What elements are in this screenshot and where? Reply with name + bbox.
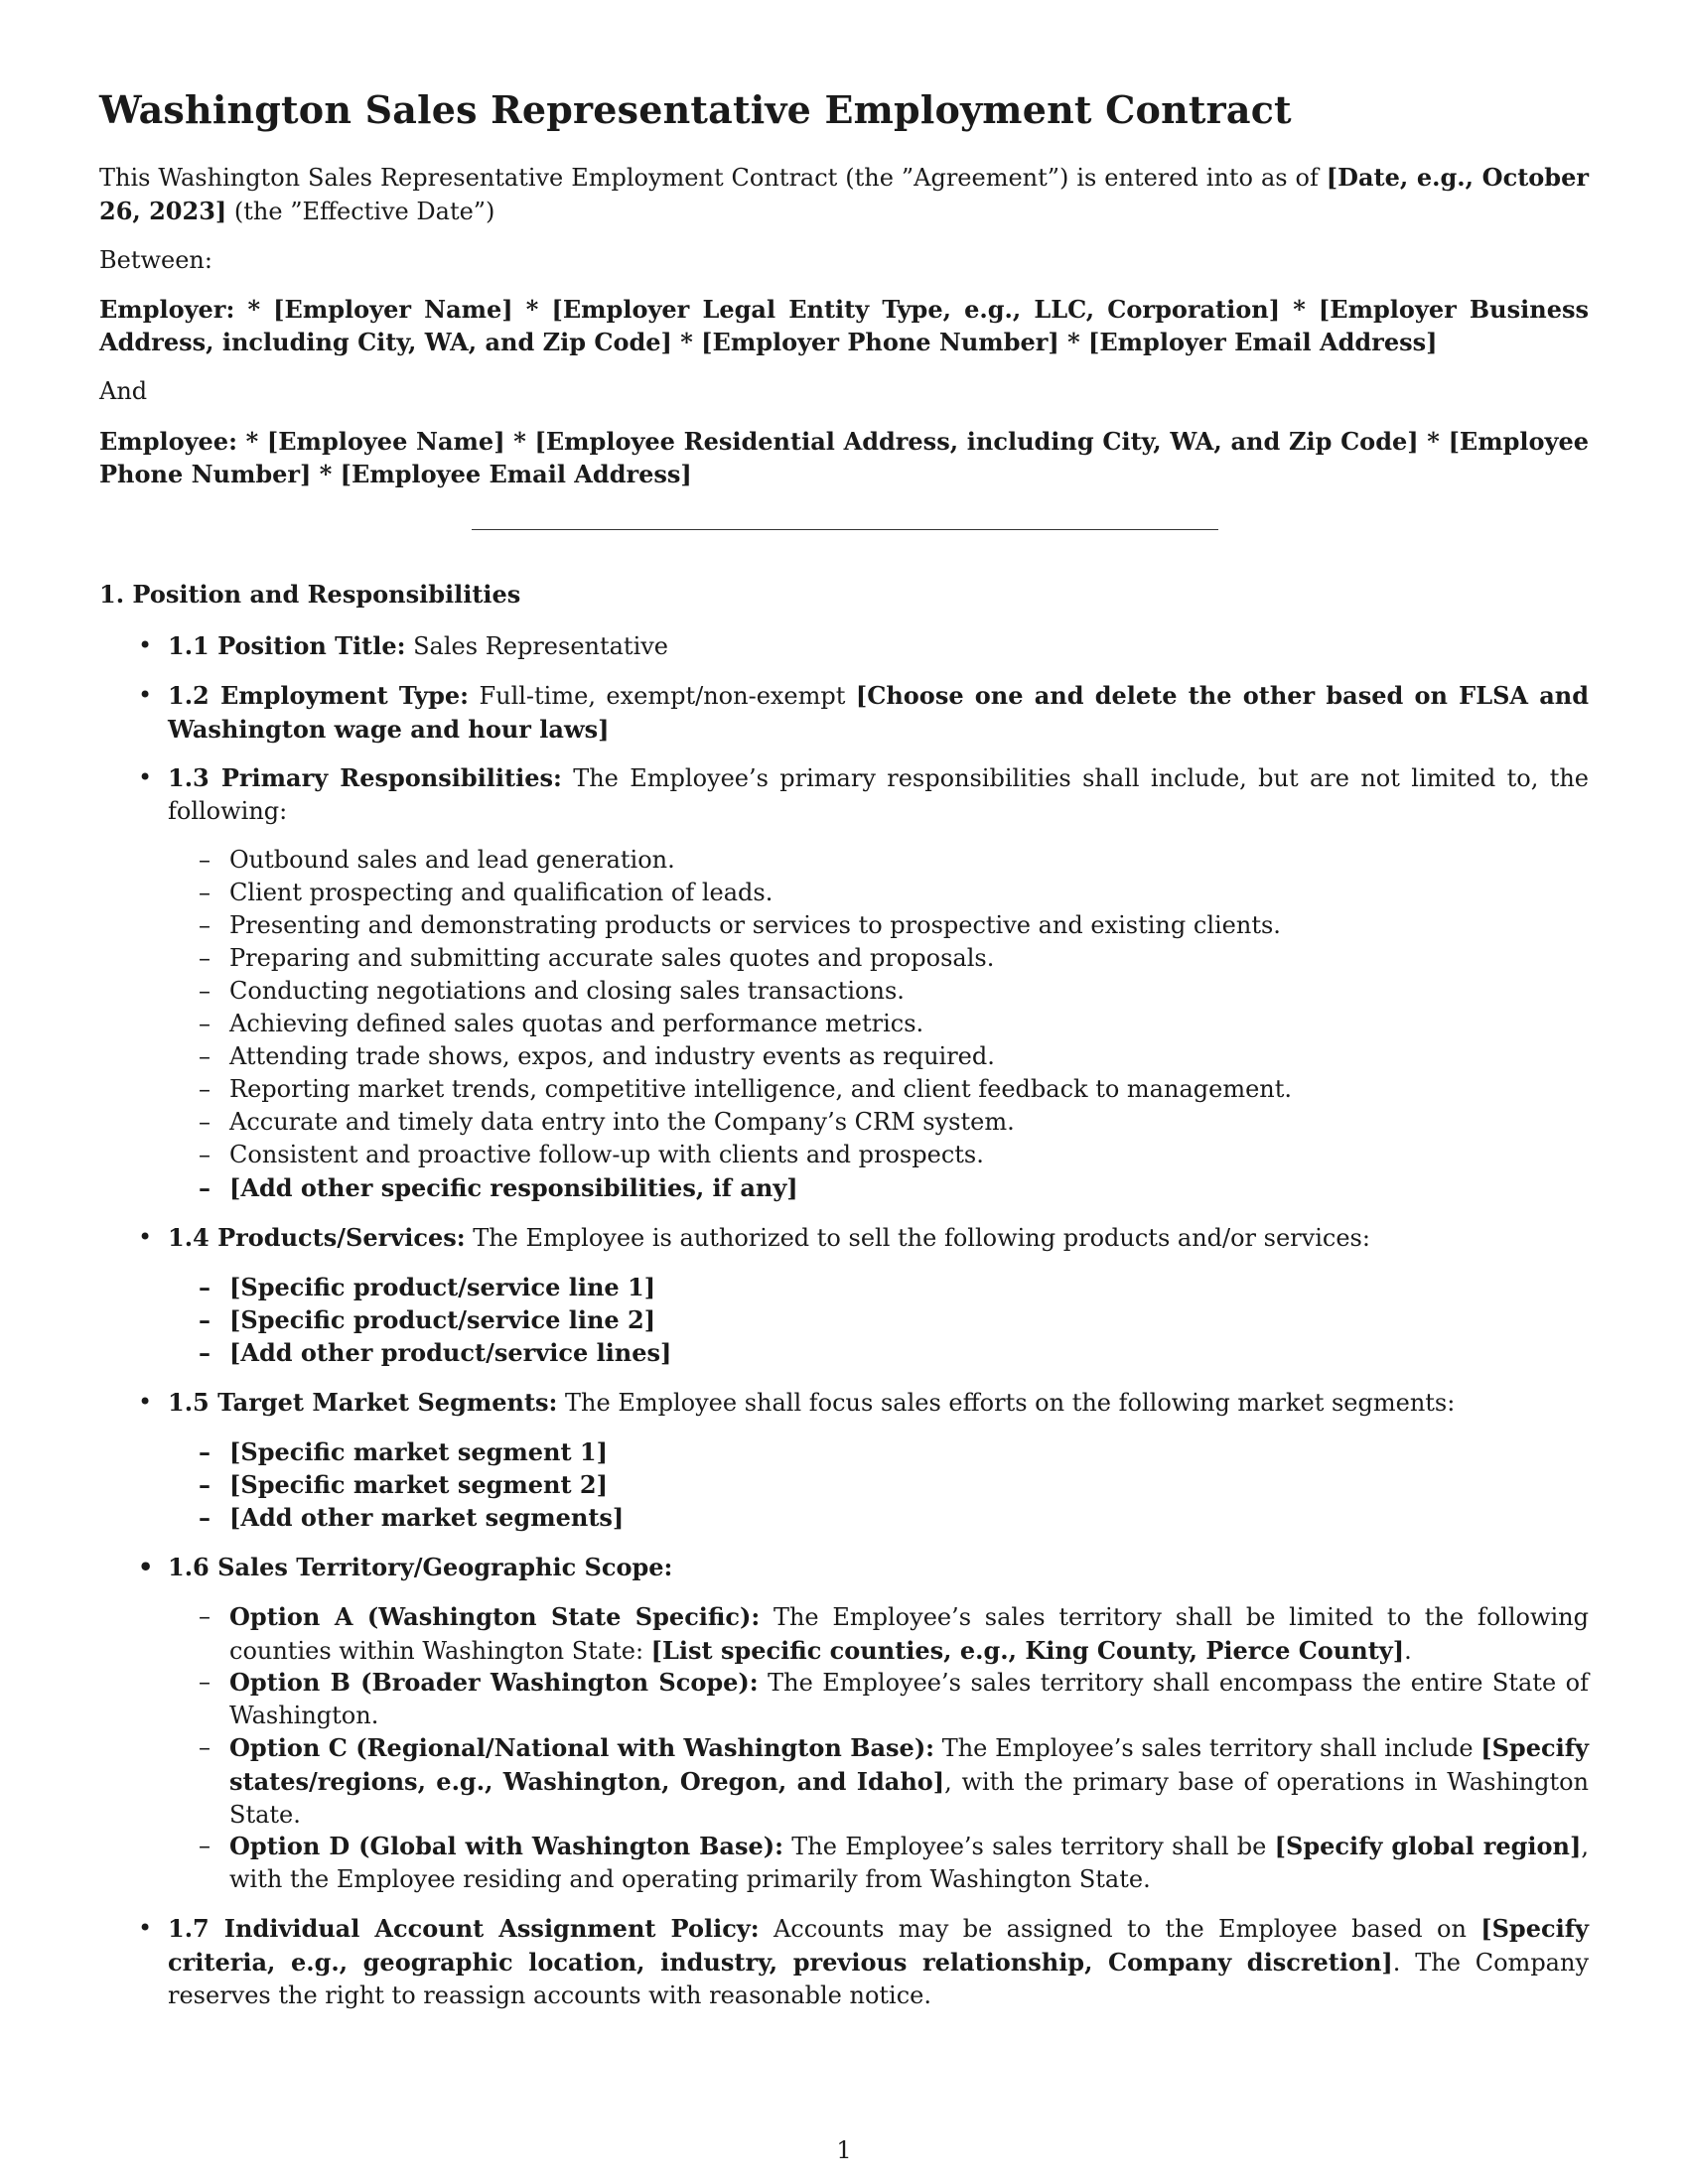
between-label: Between: — [99, 246, 212, 274]
territory-option-c: – Option C (Regional/National with Washington Base): The Employee’s sales territory shall include [Specify states/regions, e.g., Washington, Oregon, and Idaho], with the primary base of operations in Washington State. — [229, 1731, 1589, 1832]
and-label: And — [99, 377, 148, 405]
list-item: – [Specific market segment 1] — [229, 1435, 1589, 1468]
clause-1-6: • 1.6 Sales Territory/Geographic Scope: — [168, 1551, 1589, 1583]
section-divider — [472, 529, 1218, 530]
employee-block — [99, 425, 1589, 490]
list-item: – Consistent and proactive follow-up with clients and prospects. — [229, 1139, 1589, 1171]
list-item: – Client prospecting and qualification of leads. — [229, 877, 1589, 909]
employer-details: * [Employer Name] * [Employer Legal Entity Type, e.g., LLC, Corporation] * [Employer Business Address, including City, WA, and Zip Code] * [Employer Phone Number] * [Employer Email Address] — [99, 295, 1589, 356]
section-heading: 1. Position and Responsibilities — [99, 580, 521, 609]
territory-option-b: – Option B (Broader Washington Scope): The Employee’s sales territory shall encompass the entire State of Washington. — [229, 1666, 1589, 1732]
list-item: – Reporting market trends, competitive intelligence, and client feedback to management. — [229, 1073, 1589, 1106]
clause-1-3: • 1.3 Primary Responsibilities: The Employee’s primary responsibilities shall include, but are not limited to, the following: — [168, 761, 1589, 828]
list-item: – [Add other product/service lines] — [229, 1336, 1589, 1369]
clause-1-4: • 1.4 Products/Services: The Employee is authorized to sell the following products and/or services: — [168, 1221, 1589, 1255]
intro-paragraph: This Washington Sales Representative Employment Contract (the ”Agreement”) is entered into as of [Date, e.g., October 26, 2023] (the ”Effective Date”) — [99, 163, 1589, 225]
clause-1-5: • 1.5 Target Market Segments: The Employee shall focus sales efforts on the following market segments: — [168, 1386, 1589, 1420]
list-item: – Outbound sales and lead generation. — [229, 844, 1589, 877]
list-item: – [Specific market segment 2] — [229, 1468, 1589, 1501]
list-item: – Presenting and demonstrating products or services to prospective and existing clients. — [229, 909, 1589, 942]
employee-label: Employee: — [99, 427, 237, 456]
clause-1-7: • 1.7 Individual Account Assignment Policy: Accounts may be assigned to the Employee based on [Specify criteria, e.g., geographic location, industry, previous relationship, Company discretion]. The Company reserves the right to reassign accounts with reasonable notice. — [168, 1912, 1589, 2012]
list-item: – [Add other specific responsibilities, if any] — [229, 1171, 1589, 1204]
list-item: – [Add other market segments] — [229, 1501, 1589, 1534]
list-item: – Achieving defined sales quotas and performance metrics. — [229, 1008, 1589, 1040]
list-item: – Accurate and timely data entry into the Company’s CRM system. — [229, 1106, 1589, 1139]
document-title: Washington Sales Representative Employment Contract — [99, 87, 1292, 132]
employer-label: Employer: — [99, 295, 235, 324]
list-item: – Preparing and submitting accurate sales quotes and proposals. — [229, 942, 1589, 975]
list-item: – [Specific product/service line 1] — [229, 1271, 1589, 1303]
list-item: – Attending trade shows, expos, and industry events as required. — [229, 1040, 1589, 1073]
list-item: – [Specific product/service line 2] — [229, 1303, 1589, 1336]
territory-option-a: – Option A (Washington State Specific): The Employee’s sales territory shall be limited to the following counties within Washington State: [List specific counties, e.g., King County, Pierce County]. — [229, 1600, 1589, 1668]
list-item: – Conducting negotiations and closing sales transactions. — [229, 975, 1589, 1008]
page-number: 1 — [836, 2136, 852, 2164]
clause-1-1: • 1.1 Position Title: Sales Representative — [168, 629, 1589, 663]
employer-block — [99, 293, 1589, 358]
date-placeholder: [Date, e.g., October 26, 2023] — [99, 163, 1589, 225]
document-page — [99, 0, 1589, 2184]
employee-details: * [Employee Name] * [Employee Residential Address, including City, WA, and Zip Code] * [Employee Phone Number] * [Employee Email Address] — [99, 427, 1589, 488]
clause-1-2: • 1.2 Employment Type: Full-time, exempt/non-exempt [Choose one and delete the other based on FLSA and Washington wage and hour laws] — [168, 679, 1589, 747]
territory-option-d: – Option D (Global with Washington Base): The Employee’s sales territory shall be [Specify global region], with the Employee residing and operating primarily from Washington State. — [229, 1830, 1589, 1896]
